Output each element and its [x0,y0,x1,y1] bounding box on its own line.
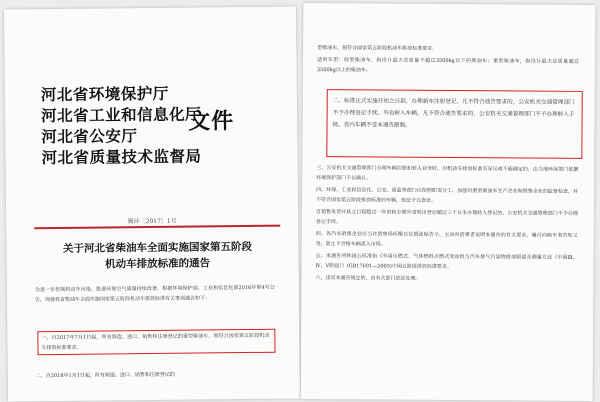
section3-paragraph: 三、公安机关交通管理部门办理车辆注册和转入业务时，对机动车排放标准有异议或不能确定的，由当地环保部门依据环境保护部门予以确认。 [316,165,579,182]
section4-paragraph: 四、环保、工业和信息化、公安、质监等部门应按照职责分工，加强对重型柴油车生产企业和销售企业的监督检查，对不符合国家第五阶段排放标准的车辆，依法予以查处。 [315,187,579,204]
right-line-1: 型柴油车，须符合国家第五阶段机动车排放标准要求。 [317,45,438,52]
item1-paragraph: 一、自2017年7月1日起，所有制造、进口、销售和注册登记的重型柴油车，须符合国家第五阶段机动车排放标准要求。 [41,332,270,352]
section7-paragraph: 五、本通告所称国五标准指《车用压燃式、气体燃料点燃式发动机与汽车排气污染物排放限值及测量方法（中国Ⅲ、Ⅳ、Ⅴ阶段）》(GB17691—2005)中国五阶段排放标准要求。 [315,253,578,271]
right-top-text [317,43,579,77]
document-label: 文件 [188,109,235,135]
section6-paragraph: 四、各汽车销售企业应当在销售场所醒目位置张贴告示，主动向消费者说明本通告的有关要求，履行向购车者告知义务，防止不合格车辆流入市场。 [315,231,578,248]
document-number: 冀环〔2017〕1号 [127,217,177,226]
item1-text [41,331,269,353]
section8-paragraph: 六、违反本通告规定的，由有关部门依法处理。 [315,275,421,282]
notice-title [34,239,280,274]
right-body-text [315,163,578,285]
section2-text [332,95,574,133]
right-document-page [301,3,596,401]
org-industry: 河北省工业和信息化厅 [40,105,202,126]
left-document-page [4,6,300,401]
notice-title-line-1: 关于河北省柴油车全面实施国家第五阶段 [62,240,253,255]
intro-paragraph: 为进一步控制机动车污染，推进环境空气质量持续改善，根据环境保护部、工业和信息化部2016年第4号公告，现就我省柴油车全面实施国家第五阶段机动车排放标准有关事项通告如下： [34,284,275,304]
org-quality: 河北省质量技术监督局 [41,147,202,168]
issuing-authorities [41,83,292,170]
item2-paragraph: 二、自2018年1月1日起，所有制造、进口、销售和注册登记的 [35,371,175,380]
item2-text [36,369,276,382]
org-environment: 河北省环境保护厅 [40,84,169,105]
notice-title-line-2: 机动车排放标准的通告 [105,257,211,271]
section2-paragraph: 二、标准正式实施开始之日起，办理新车注册登记，凡不符合通告要求的，公安机关交通管理部门不予办理登记手续。外省转入车辆，凡不符合通告要求的，公安机关交通管理部门不予办理转入手续。省内车辆不受本通告限制。 [332,98,575,129]
notice-intro [35,283,275,306]
right-line-2: 适用车型：轻型柴油车，指设计最大总质量不超过3500kg以下的柴油车；重型柴油车，指设计最大总质量超过3500kg以上的柴油车。 [316,57,580,74]
org-public-security: 河北省公安厅 [41,127,138,147]
section5-paragraph: 自销售发票开具之日起超过一年的和办理外省转出登记超过三十日未办理转入登记的，公安机关交通管理部门不予办理登记手续。 [315,209,578,226]
